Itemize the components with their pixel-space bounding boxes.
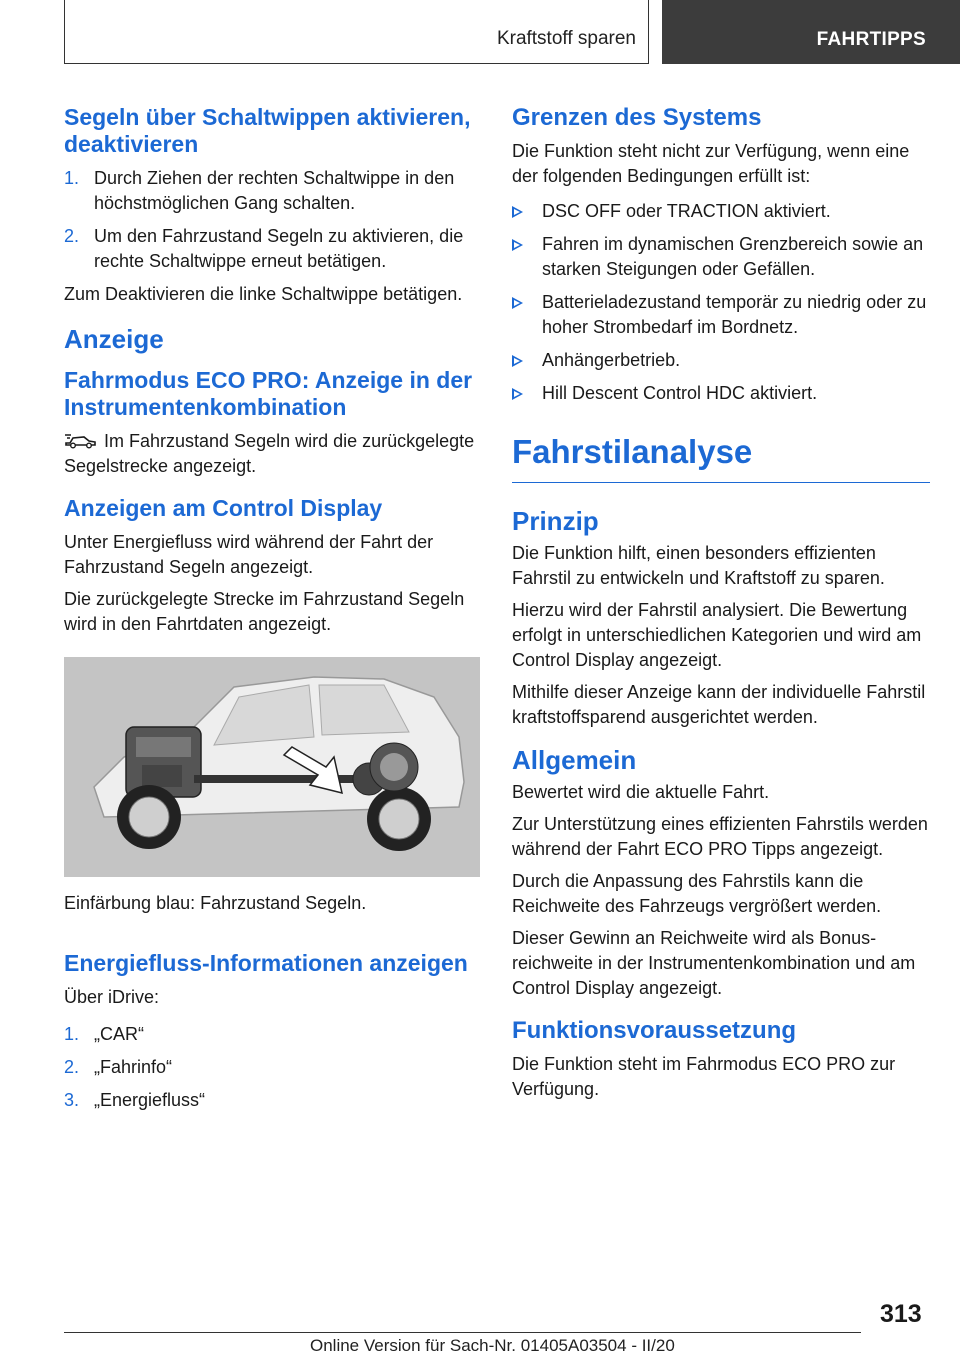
step-text: „Energiefluss“ (94, 1090, 206, 1110)
figure-caption: Einfärbung blau: Fahrzustand Segeln. (64, 893, 367, 913)
paragraph-prinzip-1: Die Funktion hilft, einen besonders effizienten Fahrstil zu entwickeln und Kraftstoff zu sparen. (512, 543, 885, 588)
bullet-text: DSC OFF oder TRACTION aktiviert. (542, 201, 831, 221)
header-section-title: Kraftstoff sparen (496, 28, 636, 49)
triangle-bullet-icon (512, 388, 523, 400)
paragraph-prinzip-3: Mithilfe dieser Anzeige kann der individuelle Fahrstil kraftstoffsparend ausgerichtet werden. (512, 682, 926, 727)
paragraph-control-1: Unter Energiefluss wird während der Fahrt der Fahrzustand Segeln angezeigt. (64, 532, 434, 577)
triangle-bullet-icon (512, 355, 523, 367)
list-item (512, 290, 930, 340)
step-text: Um den Fahrzustand Segeln zu aktivieren, die rechte Schaltwippe erneut betätigen. (94, 226, 464, 271)
bullet-text: Batterieladezustand temporär zu niedrig oder zu hoher Strombedarf im Bordnetz. (542, 292, 927, 337)
list-item (64, 1088, 482, 1113)
header-chapter-box (662, 0, 960, 64)
bullet-text: Anhängerbetrieb. (542, 350, 681, 370)
step-number: 2. (64, 1057, 80, 1077)
list-item (64, 1022, 482, 1047)
paragraph-control-2: Die zurückgelegte Strecke im Fahrzustand Segeln wird in den Fahrtdaten angezeigt. (64, 589, 465, 634)
triangle-bullet-icon (512, 206, 523, 218)
list-item (64, 224, 482, 274)
heading-segeln-schaltwippen: Segeln über Schaltwippen aktivieren, deaktivieren (64, 104, 471, 157)
header-section-box (64, 0, 649, 64)
step-text: Durch Ziehen der rechten Schaltwippe in den höchstmöglichen Gang schalten. (94, 168, 455, 213)
list-item (64, 1055, 482, 1080)
paragraph-allgemein-4: Dieser Gewinn an Reichweite wird als Bonusreichweite in der Instrumentenkombination und am Control Display angezeigt. (512, 928, 916, 998)
heading-fahrstilanalyse: Fahrstilanalyse (512, 432, 930, 483)
paragraph-allgemein-2: Zur Unterstützung eines effizienten Fahrstils werden während der Fahrt ECO PRO Tipps angezeigt. (512, 814, 928, 859)
steps-segeln (64, 166, 482, 274)
heading-grenzen: Grenzen des Systems (512, 104, 762, 131)
paragraph-allgemein-3: Durch die Anpassung des Fahrstils kann die Reichweite des Fahrzeugs vergrößert werden. (512, 871, 882, 916)
footer-divider (64, 1332, 861, 1333)
step-number: 1. (64, 168, 80, 188)
fahrmodus-text: Im Fahrzustand Segeln wird die zurückgelegte Segelstrecke angezeigt. (64, 431, 475, 476)
step-number: 3. (64, 1090, 80, 1110)
bullet-text: Fahren im dynamischen Grenzbereich sowie an starken Steigungen oder Gefällen. (542, 234, 924, 279)
paragraph-fahrmodus (64, 429, 482, 479)
list-item (64, 166, 482, 216)
triangle-bullet-icon (512, 297, 523, 309)
heading-fahrmodus-eco-pro: Fahrmodus ECO PRO: Anzeige in der Instrumentenkombination (64, 367, 473, 420)
heading-allgemein: Allgemein (512, 745, 637, 775)
paragraph-prinzip-2: Hierzu wird der Fahrstil analysiert. Die Bewertung erfolgt in unterschiedlichen Kategorien und wird am Control Display angezeigt. (512, 600, 922, 670)
coasting-car-icon (64, 431, 98, 449)
heading-prinzip: Prinzip (512, 506, 599, 536)
step-text: „Fahrinfo“ (94, 1057, 173, 1077)
step-number: 2. (64, 226, 80, 246)
heading-control-display: Anzeigen am Control Display (64, 495, 383, 521)
vehicle-drivetrain-illustration (64, 657, 480, 877)
list-item (512, 381, 930, 406)
list-item (512, 199, 930, 224)
heading-funktionsvoraussetzung: Funktionsvoraussetzung (512, 1017, 797, 1044)
paragraph-grenzen: Die Funktion steht nicht zur Verfügung, wenn eine der folgenden Bedingungen erfüllt ist: (512, 141, 910, 186)
paragraph-allgemein-1: Bewertet wird die aktuelle Fahrt. (512, 782, 770, 802)
left-column (64, 104, 482, 1121)
footer-online-version: Online Version für Sach-Nr. 01405A03504 - II/20 (310, 1336, 675, 1355)
paragraph-idrive: Über iDrive: (64, 987, 160, 1007)
list-item (512, 348, 930, 373)
step-number: 1. (64, 1024, 80, 1044)
limits-list (512, 199, 930, 406)
page-number: 313 (880, 1300, 922, 1328)
steps-idrive (64, 1022, 482, 1113)
heading-energiefluss: Energiefluss-Informationen anzeigen (64, 950, 468, 976)
list-item (512, 232, 930, 282)
paragraph-deaktivieren: Zum Deaktivieren die linke Schaltwippe betätigen. (64, 284, 463, 304)
right-column (512, 104, 930, 1109)
header-chapter-title: FAHRTIPPS (816, 29, 926, 50)
triangle-bullet-icon (512, 239, 523, 251)
heading-anzeige: Anzeige (64, 324, 164, 354)
bullet-text: Hill Descent Control HDC aktiviert. (542, 383, 818, 403)
paragraph-funktion: Die Funktion steht im Fahrmodus ECO PRO zur Verfügung. (512, 1054, 896, 1099)
step-text: „CAR“ (94, 1024, 144, 1044)
